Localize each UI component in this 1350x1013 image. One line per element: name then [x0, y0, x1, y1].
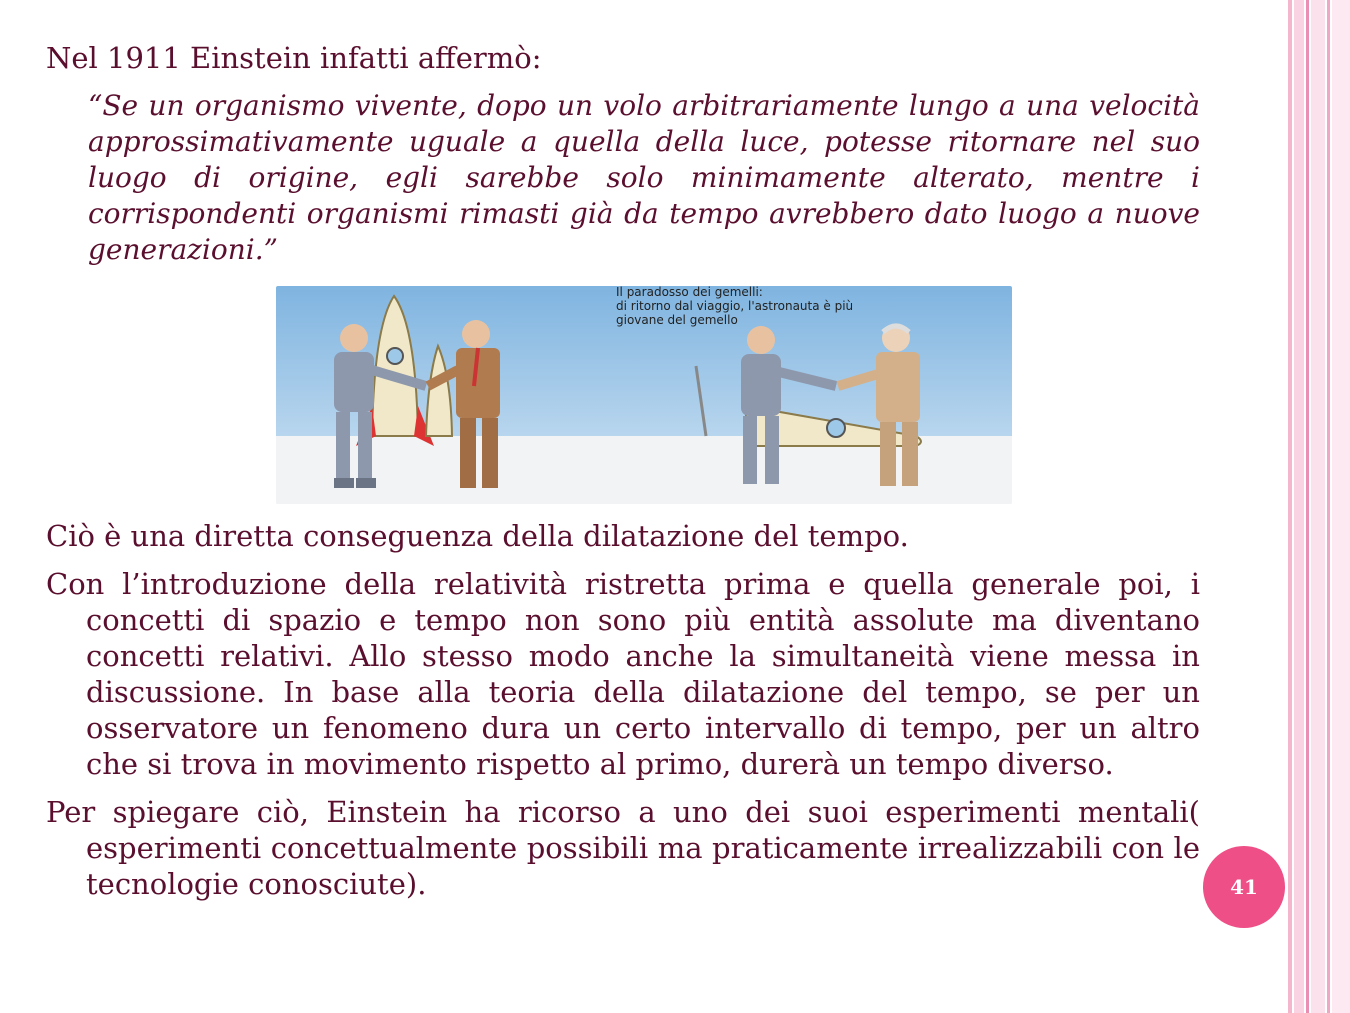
illustration-drawing: [276, 286, 1012, 504]
intro-text: Nel 1911 Einstein infatti affermò:: [46, 41, 542, 75]
paragraph-1: Ciò è una diretta conseguenza della dilatazione del tempo.: [46, 519, 909, 553]
decorative-stripes: [1288, 0, 1350, 1013]
paragraph-3: Per spiegare ciò, Einstein ha ricorso a uno dei suoi esperimenti mentali( esperimenti concettualmente possibili ma praticamente irrealizzabili con le tecnologie conosciute).: [46, 795, 1200, 901]
twin-paradox-illustration: [276, 286, 1012, 504]
slide-body: [46, 518, 1200, 902]
caption-line-2: di ritorno dal viaggio, l'astronauta è più: [616, 299, 854, 313]
page-number-badge: 41: [1203, 846, 1285, 928]
caption-line-3: giovane del gemello: [616, 313, 738, 327]
paragraph-2: Con l’introduzione della relatività ristretta prima e quella generale poi, i concetti di spazio e tempo non sono più entità assolute ma diventano concetti relativi. Allo stesso modo anche la simultaneità viene messa in discussione. In base alla teoria della dilatazione del tempo, se per un osservatore un fenomeno dura un certo intervallo di tempo, per un altro che si trova in movimento rispetto al primo, durerà un tempo diverso.: [46, 567, 1200, 781]
slide-header: [46, 40, 1200, 268]
caption-line-1: Il paradosso dei gemelli:: [616, 286, 763, 299]
einstein-quote: “Se un organismo vivente, dopo un volo arbitrariamente lungo a una velocità approssimativamente uguale a quella della luce, potesse ritornare nel suo luogo di origine, egli sarebbe solo minimamente alterato, mentre i corrispondenti organismi rimasti già da tempo avrebbero dato luogo a nuove generazioni.”: [88, 89, 1200, 266]
